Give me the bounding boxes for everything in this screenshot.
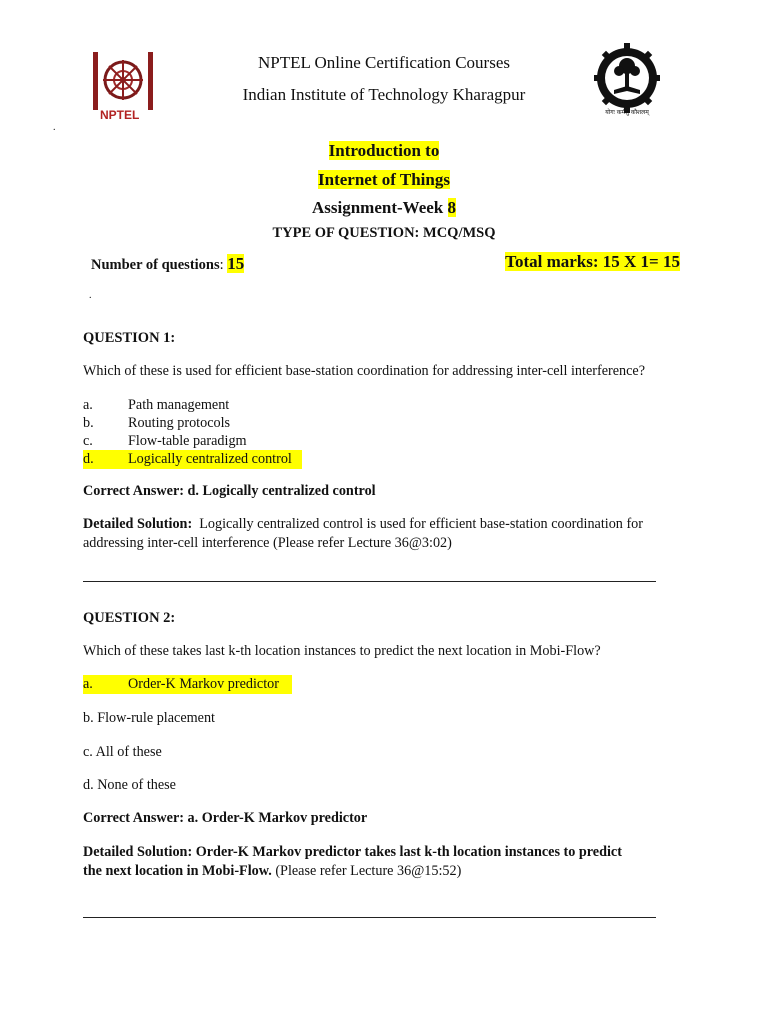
course-title-1-text: Introduction to: [328, 141, 440, 160]
divider: [83, 581, 656, 582]
option-letter: a.: [83, 676, 93, 692]
q2-option-b: b. Flow-rule placement: [83, 710, 215, 726]
course-title-2-text: Internet of Things: [318, 170, 450, 189]
solution-line-2: addressing inter-cell interference (Please refer Lecture 36@3:02): [83, 535, 452, 551]
q1-option-d: [0, 450, 768, 469]
option-text: Order-K Markov predictor: [128, 676, 279, 692]
question-1-heading: QUESTION 1:: [83, 330, 176, 346]
option-text: Routing protocols: [128, 415, 231, 431]
question-1-solution: [83, 515, 703, 553]
total-marks: [505, 252, 680, 272]
option-letter: a.: [83, 397, 93, 413]
num-questions: [91, 254, 244, 274]
option-letter: d.: [83, 451, 94, 467]
question-2-text: Which of these takes last k-th location instances to predict the next location in Mobi-Flow?: [83, 643, 601, 659]
option-text: Flow-table paradigm: [128, 433, 247, 449]
stray-dot: .: [89, 290, 92, 301]
num-questions-label: Number of questions: [91, 257, 220, 273]
question-2-solution: [83, 843, 703, 881]
solution-line-1: Logically centralized control is used for efficient base-station coordination for: [192, 516, 643, 532]
course-title-line-2: [0, 170, 768, 190]
stray-dot: .: [53, 122, 56, 133]
option-letter: c.: [83, 433, 93, 449]
question-type: TYPE OF QUESTION: MCQ/MSQ: [272, 225, 496, 241]
question-1-text: Which of these is used for efficient base-station coordination for addressing inter-cell interference?: [83, 363, 645, 379]
solution-reference: (Please refer Lecture 36@15:52): [271, 863, 462, 879]
option-text: Logically centralized control: [128, 451, 292, 467]
header-line-1: NPTEL Online Certification Courses: [258, 53, 510, 72]
solution-label: Detailed Solution:: [83, 516, 193, 532]
header-line-2: Indian Institute of Technology Kharagpur: [242, 85, 526, 104]
nptel-logo-text: NPTEL: [100, 108, 140, 122]
q1-option-b: [0, 414, 768, 433]
iit-logo-motto: योगः कर्मसु कौशलम्: [605, 109, 649, 116]
question-1-answer: Correct Answer: d. Logically centralized control: [83, 483, 376, 499]
solution-bold-line-1: Detailed Solution: Order-K Markov predictor takes last k-th location instances to predict: [83, 844, 622, 860]
solution-bold-line-2: the next location in Mobi-Flow.: [83, 863, 272, 879]
option-letter: b.: [83, 415, 94, 431]
question-2-heading: QUESTION 2:: [83, 610, 176, 626]
q2-option-c: c. All of these: [83, 744, 162, 760]
assignment-title: [0, 198, 768, 218]
course-title-line-1: [0, 141, 768, 161]
assignment-prefix: Assignment-Week: [311, 198, 448, 217]
total-marks-text: Total marks: 15 X 1= 15: [505, 252, 680, 271]
q1-option-c: [0, 432, 768, 451]
option-text: Path management: [128, 397, 230, 413]
week-number: 8: [447, 198, 457, 217]
divider: [83, 917, 656, 918]
q2-option-d: d. None of these: [83, 777, 176, 793]
q2-option-a: [0, 675, 768, 694]
q1-option-a: [0, 396, 768, 415]
question-2-answer: Correct Answer: a. Order-K Markov predictor: [83, 810, 368, 826]
num-questions-sep: :: [219, 257, 228, 273]
num-questions-value: 15: [227, 254, 245, 273]
